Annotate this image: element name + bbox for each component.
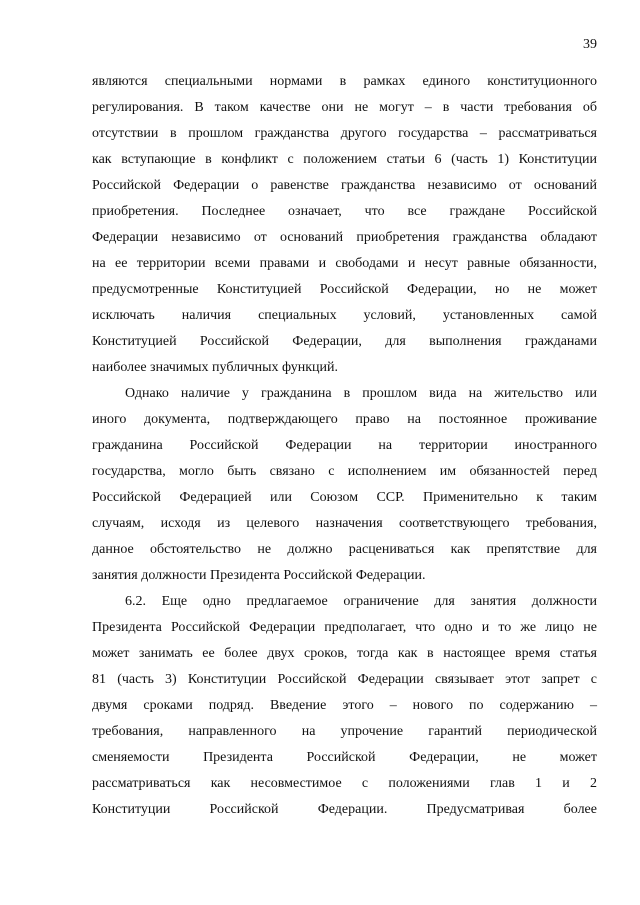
page-body [92,69,597,823]
paragraph-3 [92,589,597,823]
text-line: Конституцией Российской Федерации, для выполнения гражданами [92,334,597,349]
paragraph-1 [92,69,597,381]
paragraph-2 [92,381,597,589]
text-line: случаям, исходя из целевого назначения соответствующего требования, [92,516,597,531]
text-line: Президента Российской Федерации предполагает, что одно и то же лицо не [92,620,597,635]
text-line: требования, направленного на упрочение гарантий периодической [92,724,597,739]
text-line: Однако наличие у гражданина в прошлом вида на жительство или [125,386,597,401]
text-line: сменяемости Президента Российской Федерации, не может [92,750,597,765]
text-line: рассматриваться как несовместимое с положениями глав 1 и 2 [92,776,597,791]
text-line: регулирования. В таком качестве они не могут – в части требования об [92,100,597,115]
text-line: двумя сроками подряд. Введение этого – нового по содержанию – [92,698,597,713]
text-line: гражданина Российской Федерации на территории иностранного [92,438,597,453]
text-line: государства, могло быть связано с исполнением им обязанностей перед [92,464,597,479]
text-line: приобретения. Последнее означает, что все граждане Российской [92,204,597,219]
text-line: предусмотренные Конституцией Российской Федерации, но не может [92,282,597,297]
text-line: занятия должности Президента Российской Федерации. [92,568,426,583]
text-line: являются специальными нормами в рамках единого конституционного [92,74,597,89]
text-line: данное обстоятельство не должно расцениваться как препятствие для [92,542,597,557]
text-line: наиболее значимых публичных функций. [92,360,339,375]
text-line: Российской Федерацией или Союзом ССР. Применительно к таким [92,490,597,505]
text-line: Российской Федерации о равенстве гражданства независимо от оснований [92,178,597,193]
text-line: может занимать ее более двух сроков, тогда как в настоящее время статья [92,646,597,661]
text-line: 6.2. Еще одно предлагаемое ограничение для занятия должности [125,594,597,609]
text-line: Конституции Российской Федерации. Предусматривая более [92,802,597,817]
text-line: исключать наличия специальных условий, установленных самой [92,308,597,323]
text-line: на ее территории всеми правами и свободами и несут равные обязанности, [92,256,597,271]
page-number: 39 [583,37,597,52]
text-line: как вступающие в конфликт с положением статьи 6 (часть 1) Конституции [92,152,597,167]
text-line: Федерации независимо от оснований приобретения гражданства обладают [92,230,597,245]
text-line: 81 (часть 3) Конституции Российской Федерации связывает этот запрет с [92,672,597,687]
text-line: иного документа, подтверждающего право на постоянное проживание [92,412,597,427]
text-line: отсутствии в прошлом гражданства другого государства – рассматриваться [92,126,597,141]
